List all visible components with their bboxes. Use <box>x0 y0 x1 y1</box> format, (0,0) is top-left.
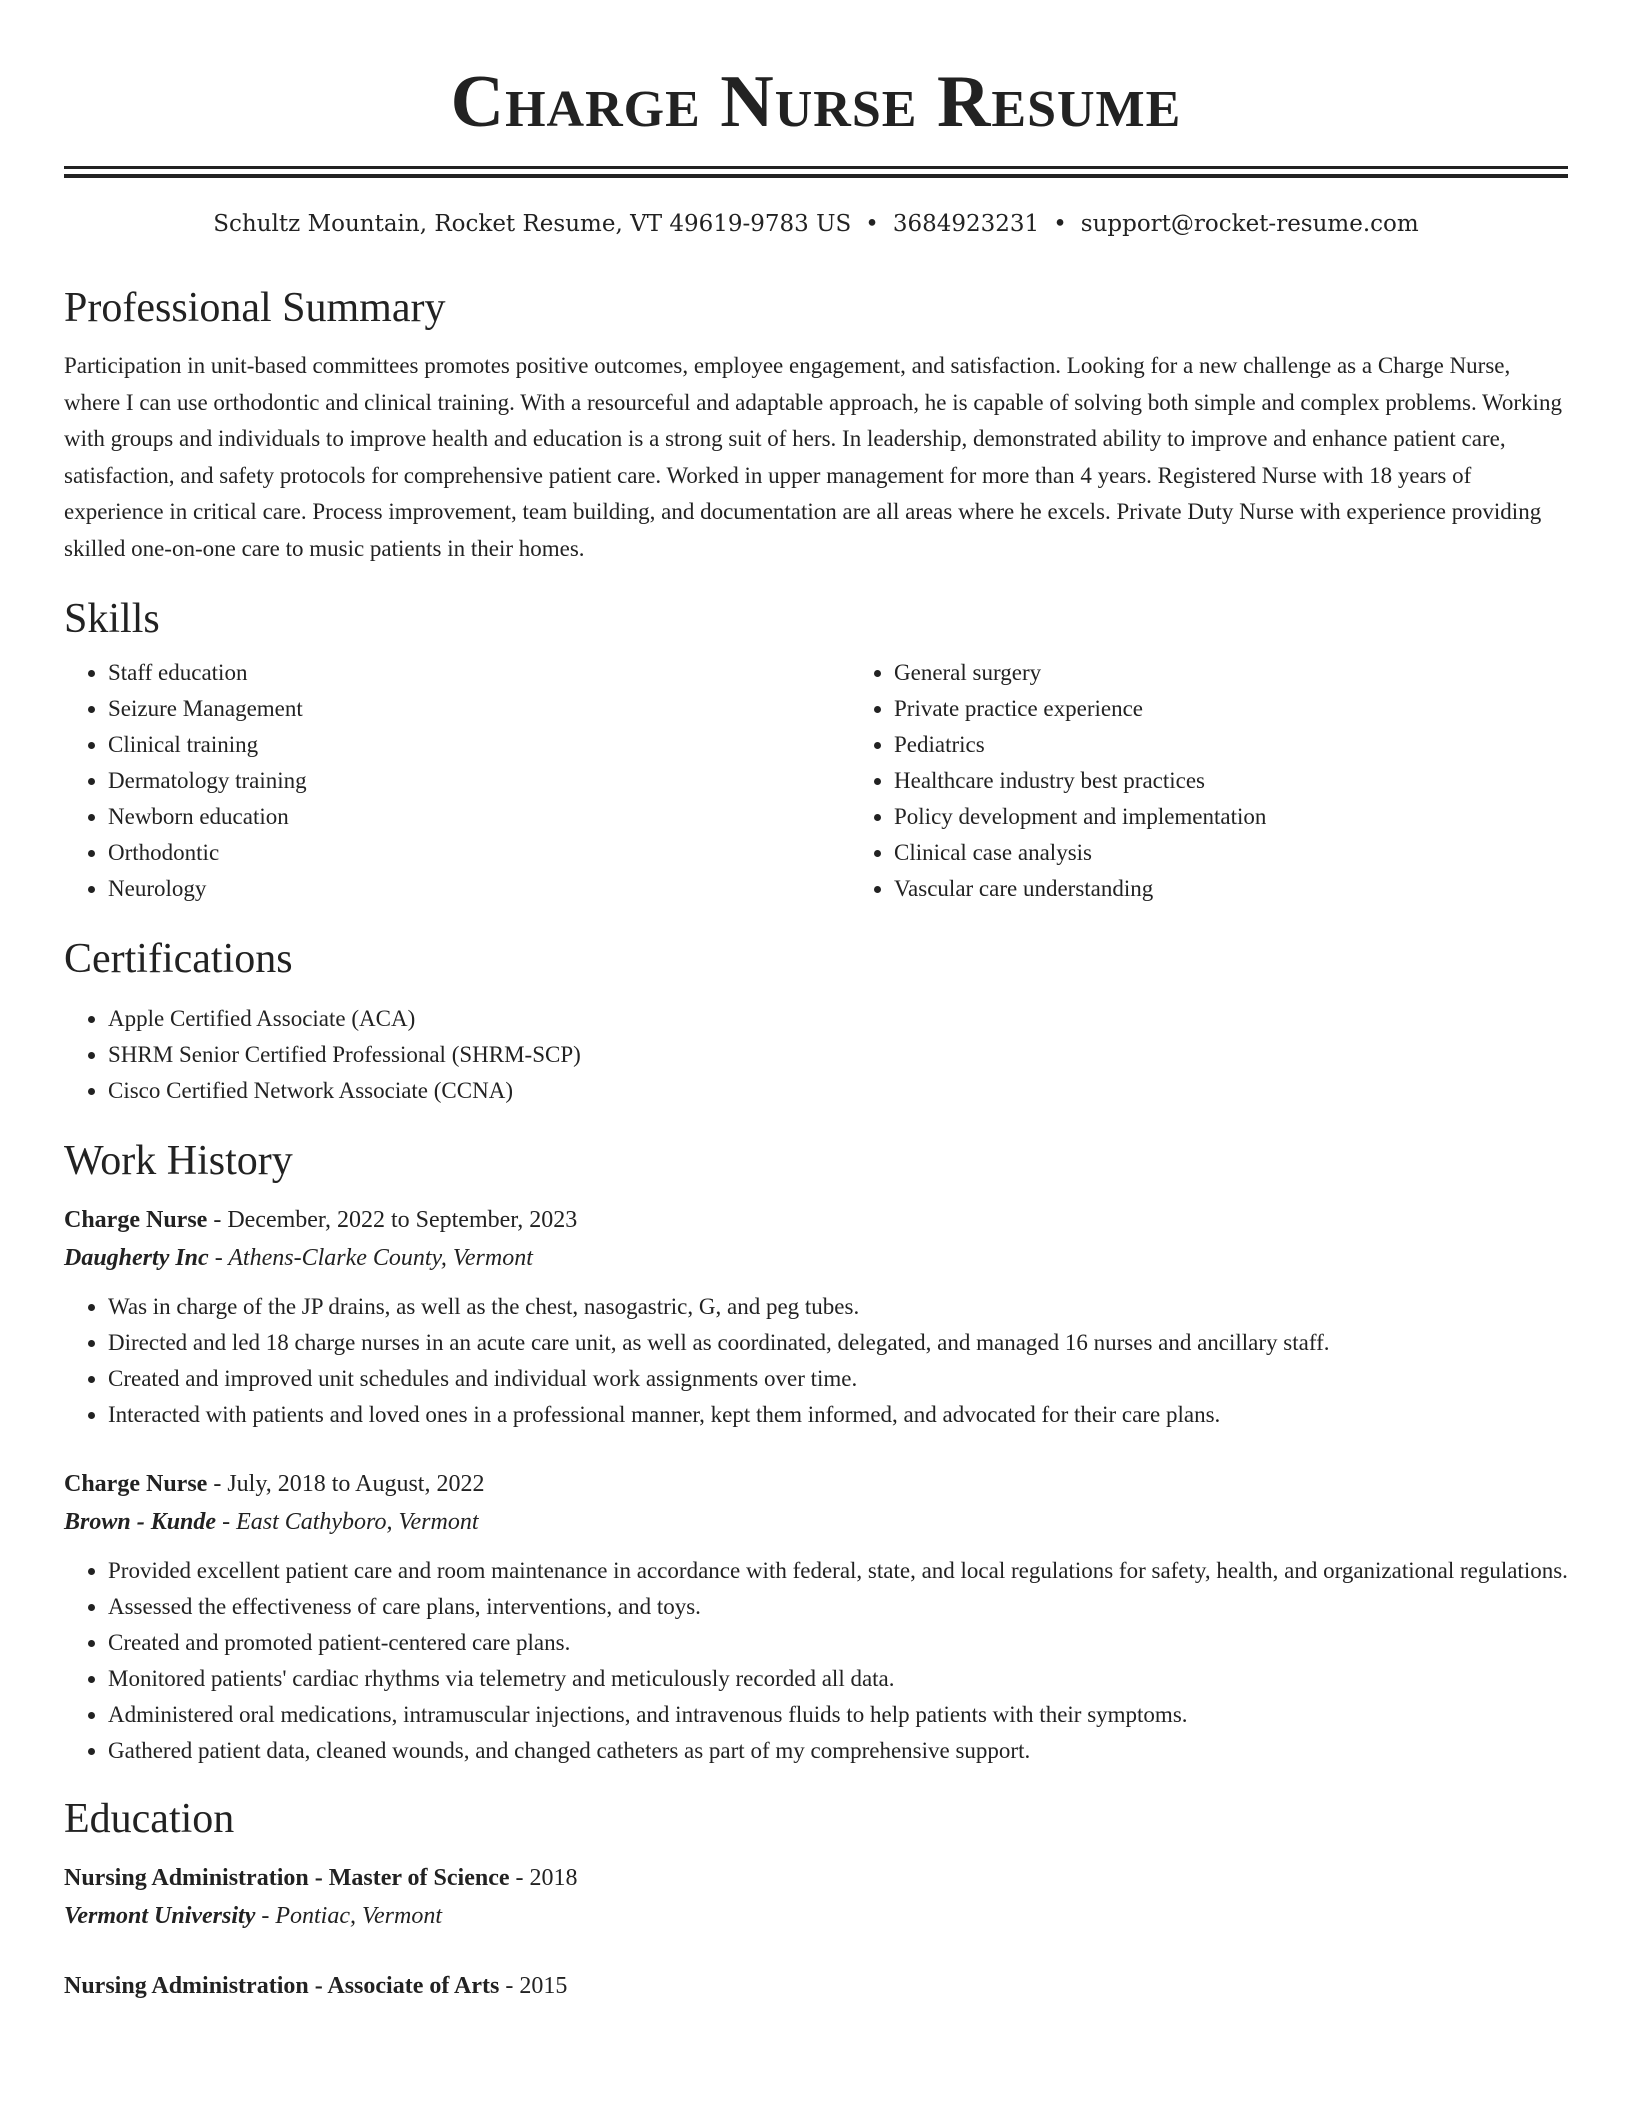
job-bullet: • Gathered patient data, cleaned wounds, and changed catheters as part of my comprehensive support. <box>108 1733 1568 1769</box>
skill-item: • General surgery <box>894 655 1632 691</box>
job-dates: December, 2022 to September, 2023 <box>227 1207 578 1233</box>
job-location: Athens-Clarke County, Vermont <box>228 1245 533 1271</box>
job-bullet: • Was in charge of the JP drains, as well as the chest, nasogastric, G, and peg tubes. <box>108 1289 1568 1325</box>
work-history-section <box>64 1135 1568 1769</box>
job-company-line <box>64 1239 1568 1277</box>
dash: - <box>499 1973 520 1999</box>
skill-item: • Orthodontic <box>108 835 850 871</box>
skill-item: • Clinical case analysis <box>894 835 1632 871</box>
education-degree: Nursing Administration - Associate of Arts <box>64 1973 500 1999</box>
job-title: Charge Nurse <box>64 1471 208 1497</box>
certification-item: • SHRM Senior Certified Professional (SHRM-SCP) <box>108 1037 1568 1073</box>
education-entry <box>64 1967 1568 2005</box>
title-rule-top <box>64 166 1568 169</box>
contact-email: support@rocket-resume.com <box>1080 211 1419 237</box>
certifications-list <box>64 1001 1568 1109</box>
education-heading: Education <box>64 1796 235 1842</box>
certifications-section <box>64 933 1568 1109</box>
job-dates: July, 2018 to August, 2022 <box>227 1471 485 1497</box>
job-bullet: • Assessed the effectiveness of care plans, interventions, and toys. <box>108 1589 1568 1625</box>
summary-heading: Professional Summary <box>64 285 446 331</box>
education-school-line <box>64 1897 1568 1935</box>
skill-item: • Staff education <box>108 655 850 691</box>
skill-item: • Pediatrics <box>894 727 1632 763</box>
education-school: Vermont University <box>64 1903 256 1929</box>
dash: - <box>255 1903 276 1929</box>
skills-list-right <box>850 655 1632 907</box>
education-year: 2015 <box>519 1973 568 1999</box>
skills-list-left <box>64 655 850 907</box>
job-company: Daugherty Inc <box>64 1245 209 1271</box>
job-company-line <box>64 1503 1568 1541</box>
skill-item: • Dermatology training <box>108 763 850 799</box>
contact-line <box>64 208 1568 240</box>
job-title: Charge Nurse <box>64 1207 208 1233</box>
job-bullet: • Created and promoted patient-centered care plans. <box>108 1625 1568 1661</box>
skills-grid <box>64 655 1568 907</box>
dash: - <box>208 1245 229 1271</box>
job-location: East Cathyboro, Vermont <box>236 1509 479 1535</box>
resume-title: Charge Nurse Resume <box>450 61 1182 143</box>
skill-item: • Seizure Management <box>108 691 850 727</box>
dash: - <box>207 1471 228 1497</box>
job-title-line <box>64 1465 1568 1503</box>
job-bullet: • Provided excellent patient care and room maintenance in accordance with federal, state, and local regulations for safety, health, and organizational regulations. <box>108 1553 1568 1589</box>
contact-phone: 3684923231 <box>892 211 1040 237</box>
job-bullet: • Administered oral medications, intramuscular injections, and intravenous fluids to help patients with their symptoms. <box>108 1697 1568 1733</box>
contact-separator: • <box>1053 211 1067 237</box>
dash: - <box>509 1865 530 1891</box>
job-bullet: • Directed and led 18 charge nurses in an acute care unit, as well as coordinated, delegated, and managed 16 nurses and ancillary staff. <box>108 1325 1568 1361</box>
certification-item: • Apple Certified Associate (ACA) <box>108 1001 1568 1037</box>
title-rule-bottom <box>64 174 1568 178</box>
certifications-heading: Certifications <box>64 936 293 982</box>
education-degree-line <box>64 1859 1568 1897</box>
education-degree: Nursing Administration - Master of Science <box>64 1865 510 1891</box>
dash: - <box>207 1207 228 1233</box>
education-section <box>64 1793 1568 2005</box>
certification-item: • Cisco Certified Network Associate (CCNA) <box>108 1073 1568 1109</box>
job-entry <box>64 1465 1568 1769</box>
job-bullets <box>64 1553 1568 1769</box>
education-year: 2018 <box>529 1865 578 1891</box>
summary-section <box>64 282 1568 567</box>
contact-separator: • <box>865 211 879 237</box>
skill-item: • Newborn education <box>108 799 850 835</box>
work-history-heading: Work History <box>64 1138 293 1184</box>
education-entry <box>64 1859 1568 1935</box>
job-entry <box>64 1201 1568 1433</box>
job-bullet: • Monitored patients' cardiac rhythms via telemetry and meticulously recorded all data. <box>108 1661 1568 1697</box>
contact-address: Schultz Mountain, Rocket Resume, VT 49619-9783 US <box>213 211 852 237</box>
job-company: Brown - Kunde <box>64 1509 217 1535</box>
skill-item: • Private practice experience <box>894 691 1632 727</box>
job-bullets <box>64 1289 1568 1433</box>
skills-section <box>64 593 1568 907</box>
skill-item: • Neurology <box>108 871 850 907</box>
job-bullet: • Interacted with patients and loved ones in a professional manner, kept them informed, and advocated for their care plans. <box>108 1397 1568 1433</box>
skill-item: • Clinical training <box>108 727 850 763</box>
summary-text: Participation in unit-based committees promotes positive outcomes, employee engagement, and satisfaction. Looking for a new challenge as a Charge Nurse, where I can use orthodontic and clinical training. With a resourceful and adaptable approach, he is capable of solving both simple and complex problems. Working with groups and individuals to improve health and education is a strong suit of hers. In leadership, demonstrated ability to improve and enhance patient care, satisfaction, and safety protocols for comprehensive patient care. Worked in upper management for more than 4 years. Registered Nurse with 18 years of experience in critical care. Process improvement, team building, and documentation are all areas where he excels. Private Duty Nurse with experience providing skilled one-on-one care to music patients in their homes. <box>64 353 1562 561</box>
job-bullet: • Created and improved unit schedules and individual work assignments over time. <box>108 1361 1568 1397</box>
skill-item: • Policy development and implementation <box>894 799 1632 835</box>
education-location: Pontiac, Vermont <box>275 1903 442 1929</box>
job-title-line <box>64 1201 1568 1239</box>
education-degree-line <box>64 1967 1568 2005</box>
skill-item: • Vascular care understanding <box>894 871 1632 907</box>
skill-item: • Healthcare industry best practices <box>894 763 1632 799</box>
skills-heading: Skills <box>64 596 160 642</box>
dash: - <box>216 1509 237 1535</box>
